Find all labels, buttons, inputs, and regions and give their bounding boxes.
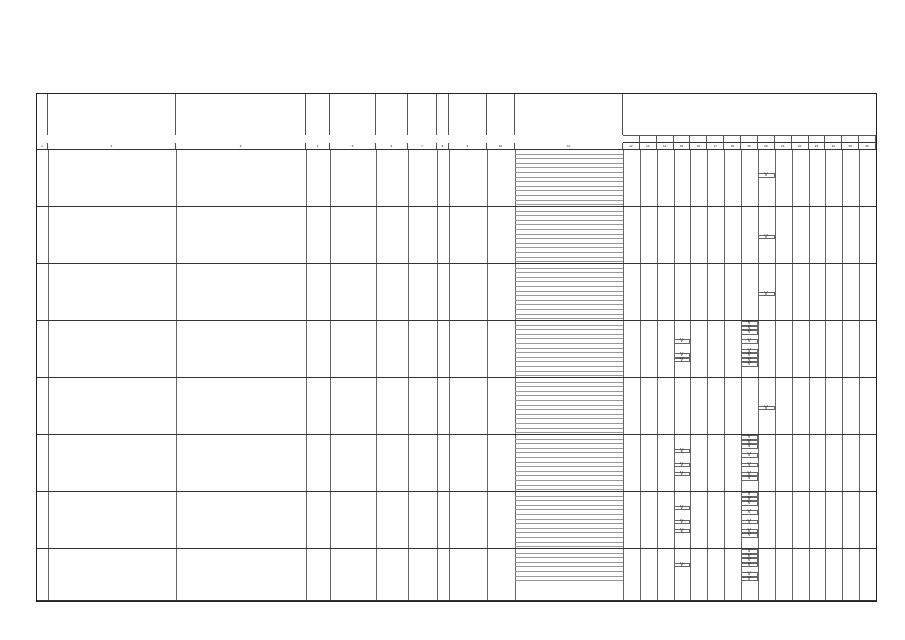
column-divider [690,264,691,320]
column-divider [859,378,860,434]
column-divider [437,435,438,491]
column-number-5: 5 [330,143,376,149]
column-divider [408,549,409,600]
column-number-8: 8 [437,143,449,149]
header-municipality [48,94,176,135]
column-divider [842,435,843,491]
period-year-8 [741,136,758,143]
column-divider [809,378,810,434]
column-divider [775,435,776,491]
column-number-7: 7 [408,143,437,149]
header-premises-area [449,94,487,135]
column-divider [707,492,708,548]
column-divider [809,435,810,491]
header-works [515,94,623,135]
checkmark-v: V [747,575,751,582]
column-divider [674,549,675,600]
work-item [515,201,623,206]
checkmark-v: V [747,470,751,477]
column-divider [859,264,860,320]
column-divider [775,492,776,548]
column-divider [408,378,409,434]
column-number-21: 21 [775,143,792,149]
column-divider [674,321,675,377]
column-divider [623,264,624,320]
header-residents [487,94,515,135]
column-divider [449,264,450,320]
column-divider [775,549,776,600]
table-row [37,264,876,321]
column-divider [376,549,377,600]
checkmark-v: V [680,470,684,477]
column-divider [825,435,826,491]
column-divider [674,150,675,206]
period-year-1 [623,136,640,143]
column-divider [176,321,177,377]
column-divider [176,378,177,434]
checkmark-v: V [680,356,684,363]
column-divider [825,549,826,600]
column-divider [809,321,810,377]
column-divider [707,435,708,491]
work-item [515,543,623,548]
column-divider [330,264,331,320]
column-number-20: 20 [758,143,775,149]
column-divider [48,207,49,263]
column-divider [707,264,708,320]
column-divider [640,207,641,263]
column-divider [775,150,776,206]
period-year-5 [690,136,707,143]
column-divider [306,492,307,548]
column-number-4: 4 [306,143,330,149]
column-divider [487,264,488,320]
header-floors [376,94,408,135]
column-divider [657,378,658,434]
column-divider [842,549,843,600]
column-divider [657,150,658,206]
column-divider [640,321,641,377]
column-divider [437,492,438,548]
column-divider [657,492,658,548]
repair-schedule-table [36,93,877,602]
column-divider [657,321,658,377]
column-divider [48,549,49,600]
table-row [37,150,876,207]
column-divider [825,492,826,548]
column-number-19: 19 [741,143,758,149]
column-divider [859,207,860,263]
column-divider [724,264,725,320]
checkmark-v: V [747,320,751,326]
column-divider [330,321,331,377]
column-divider [690,150,691,206]
column-divider [775,207,776,263]
column-divider [640,435,641,491]
column-divider [674,264,675,320]
column-divider [176,435,177,491]
column-divider [487,207,488,263]
column-divider [741,378,742,434]
column-number-26: 26 [859,143,876,149]
column-divider [623,150,624,206]
column-divider [449,549,450,600]
checkmark-v: V [747,557,751,564]
header-no [37,94,48,135]
column-divider [758,492,759,548]
checkmark-v: V [747,527,751,534]
column-divider [775,378,776,434]
column-divider [724,321,725,377]
column-divider [825,264,826,320]
column-divider [842,264,843,320]
checkmark-v: V [747,361,751,368]
column-divider [330,492,331,548]
column-divider [657,264,658,320]
column-divider [623,207,624,263]
column-divider [623,378,624,434]
column-divider [842,492,843,548]
checkmark-v: V [747,518,751,525]
column-number-17: 17 [707,143,724,149]
column-divider [176,492,177,548]
period-year-13 [825,136,842,143]
column-divider [623,549,624,600]
column-divider [487,150,488,206]
column-divider [408,264,409,320]
column-divider [842,207,843,263]
column-divider [792,150,793,206]
column-divider [825,321,826,377]
column-divider [690,321,691,377]
column-divider [842,150,843,206]
column-divider [758,435,759,491]
header-period [623,94,876,135]
column-divider [408,435,409,491]
column-divider [437,150,438,206]
checkmark-v: V [680,461,684,468]
checkmark-v: V [747,347,751,354]
work-item [515,486,623,491]
column-divider [437,264,438,320]
column-divider [859,435,860,491]
checkmark-v: V [747,561,751,568]
column-divider [48,378,49,434]
checkmark-v: V [747,475,751,482]
column-divider [408,150,409,206]
work-item [515,372,623,377]
column-divider [376,207,377,263]
column-divider [792,321,793,377]
checkmark-v: V [764,172,768,178]
checkmark-v: V [747,438,751,445]
column-divider [306,264,307,320]
checkmark-v: V [680,447,684,454]
column-divider [758,549,759,600]
column-divider [437,378,438,434]
table-row [37,435,876,492]
checkmark-v: V [764,233,768,240]
column-divider [376,264,377,320]
column-divider [437,207,438,263]
checkmark-v: V [747,338,751,345]
column-numbers-row [37,143,876,150]
column-divider [376,492,377,548]
header-address [176,94,306,135]
header-entrances [408,94,437,135]
column-divider [825,150,826,206]
period-year-3 [657,136,674,143]
column-number-15: 15 [674,143,691,149]
column-divider [657,435,658,491]
period-year-12 [809,136,826,143]
column-divider [724,378,725,434]
column-divider [707,378,708,434]
period-year-11 [792,136,809,143]
column-divider [376,321,377,377]
column-divider [176,549,177,600]
column-divider [724,435,725,491]
column-number-14: 14 [657,143,674,149]
column-divider [809,150,810,206]
checkmark-v: V [747,329,751,336]
column-divider [449,321,450,377]
column-divider [408,321,409,377]
column-number-13: 13 [640,143,657,149]
period-year-10 [775,136,792,143]
checkmark-v: V [747,500,751,507]
column-divider [859,321,860,377]
column-number-11: 11 [515,143,623,149]
column-divider [690,549,691,600]
column-divider [48,492,49,548]
column-divider [792,264,793,320]
column-divider [623,321,624,377]
column-divider [306,435,307,491]
column-number-12: 12 [623,143,640,149]
period-year-4 [674,136,691,143]
column-divider [408,207,409,263]
column-divider [449,435,450,491]
table-row [37,207,876,264]
column-divider [487,549,488,600]
column-divider [741,150,742,206]
column-divider [330,150,331,206]
column-divider [707,549,708,600]
column-divider [408,492,409,548]
column-divider [707,207,708,263]
column-divider [640,378,641,434]
checkmark-v: V [747,509,751,516]
column-divider [792,492,793,548]
column-divider [842,378,843,434]
column-divider [792,435,793,491]
column-divider [657,549,658,600]
column-divider [48,264,49,320]
checkmark-v: V [747,548,751,554]
work-item [515,258,623,263]
column-divider [330,549,331,600]
work-item [515,429,623,434]
period-year-6 [707,136,724,143]
checkmark-v: V [747,356,751,363]
column-divider [809,207,810,263]
column-divider [775,264,776,320]
column-divider [724,549,725,600]
column-divider [306,378,307,434]
column-divider [690,207,691,263]
column-divider [792,207,793,263]
table-header [37,94,876,143]
column-divider [741,264,742,320]
column-divider [176,264,177,320]
column-divider [809,264,810,320]
column-divider [724,150,725,206]
period-years-row [623,135,876,143]
column-divider [640,264,641,320]
column-number-23: 23 [809,143,826,149]
column-divider [487,321,488,377]
column-divider [792,549,793,600]
column-divider [48,150,49,206]
checkmark-v: V [747,452,751,459]
work-item [515,315,623,320]
checkmark-v: V [747,443,751,450]
column-divider [306,150,307,206]
column-divider [487,378,488,434]
column-divider [758,150,759,206]
column-divider [859,150,860,206]
checkmark-v: V [747,491,751,497]
column-number-2: 2 [48,143,176,149]
column-number-16: 16 [690,143,707,149]
column-divider [707,150,708,206]
checkmark-v: V [680,561,684,568]
column-divider [306,549,307,600]
checkmark-v: V [680,352,684,359]
column-divider [792,378,793,434]
column-number-3: 3 [176,143,306,149]
column-divider [842,321,843,377]
column-number-18: 18 [724,143,741,149]
checkmark-v: V [747,461,751,468]
column-divider [657,207,658,263]
column-divider [376,378,377,434]
column-divider [859,549,860,600]
table-row [37,549,876,601]
checkmark-v: V [747,532,751,539]
table-row [37,378,876,435]
column-divider [48,435,49,491]
column-divider [640,549,641,600]
column-divider [330,435,331,491]
checkmark-v: V [747,571,751,577]
checkmark-v: V [764,404,768,411]
checkmark-v: V [747,352,751,359]
period-year-15 [859,136,876,143]
column-divider [758,321,759,377]
checkmark-v: V [747,324,751,331]
column-divider [640,150,641,206]
column-divider [330,207,331,263]
column-divider [376,435,377,491]
column-divider [330,378,331,434]
column-divider [176,150,177,206]
column-divider [809,492,810,548]
table-row [37,492,876,549]
column-divider [449,207,450,263]
column-divider [437,321,438,377]
column-number-24: 24 [825,143,842,149]
column-divider [741,207,742,263]
checkmark-v: V [747,552,751,559]
column-divider [690,492,691,548]
column-divider [623,492,624,548]
column-divider [674,378,675,434]
column-number-6: 6 [376,143,408,149]
column-divider [674,207,675,263]
column-divider [623,435,624,491]
column-number-10: 10 [487,143,515,149]
period-year-14 [842,136,859,143]
column-number-1: 1 [37,143,48,149]
column-divider [487,492,488,548]
column-divider [724,207,725,263]
work-item [515,577,623,582]
column-divider [690,378,691,434]
column-divider [825,207,826,263]
column-divider [809,549,810,600]
table-row [37,321,876,378]
column-number-22: 22 [792,143,809,149]
column-divider [306,321,307,377]
header-area [437,94,449,135]
period-year-7 [724,136,741,143]
column-divider [376,150,377,206]
column-divider [859,492,860,548]
checkmark-v: V [747,434,751,440]
column-divider [437,549,438,600]
period-year-9 [758,136,775,143]
column-divider [724,492,725,548]
column-divider [707,321,708,377]
header-year [306,94,330,135]
header-material [330,94,376,135]
checkmark-v: V [747,495,751,502]
column-divider [176,207,177,263]
column-number-25: 25 [842,143,859,149]
checkmark-v: V [680,527,684,534]
period-year-2 [640,136,657,143]
column-divider [48,321,49,377]
column-divider [306,207,307,263]
column-divider [825,378,826,434]
column-divider [775,321,776,377]
column-divider [690,435,691,491]
checkmark-v: V [680,518,684,525]
column-divider [449,492,450,548]
checkmark-v: V [680,504,684,511]
column-divider [449,378,450,434]
checkmark-v: V [764,290,768,297]
checkmark-v: V [680,338,684,345]
column-divider [487,435,488,491]
column-divider [640,492,641,548]
column-number-9: 9 [449,143,487,149]
column-divider [449,150,450,206]
